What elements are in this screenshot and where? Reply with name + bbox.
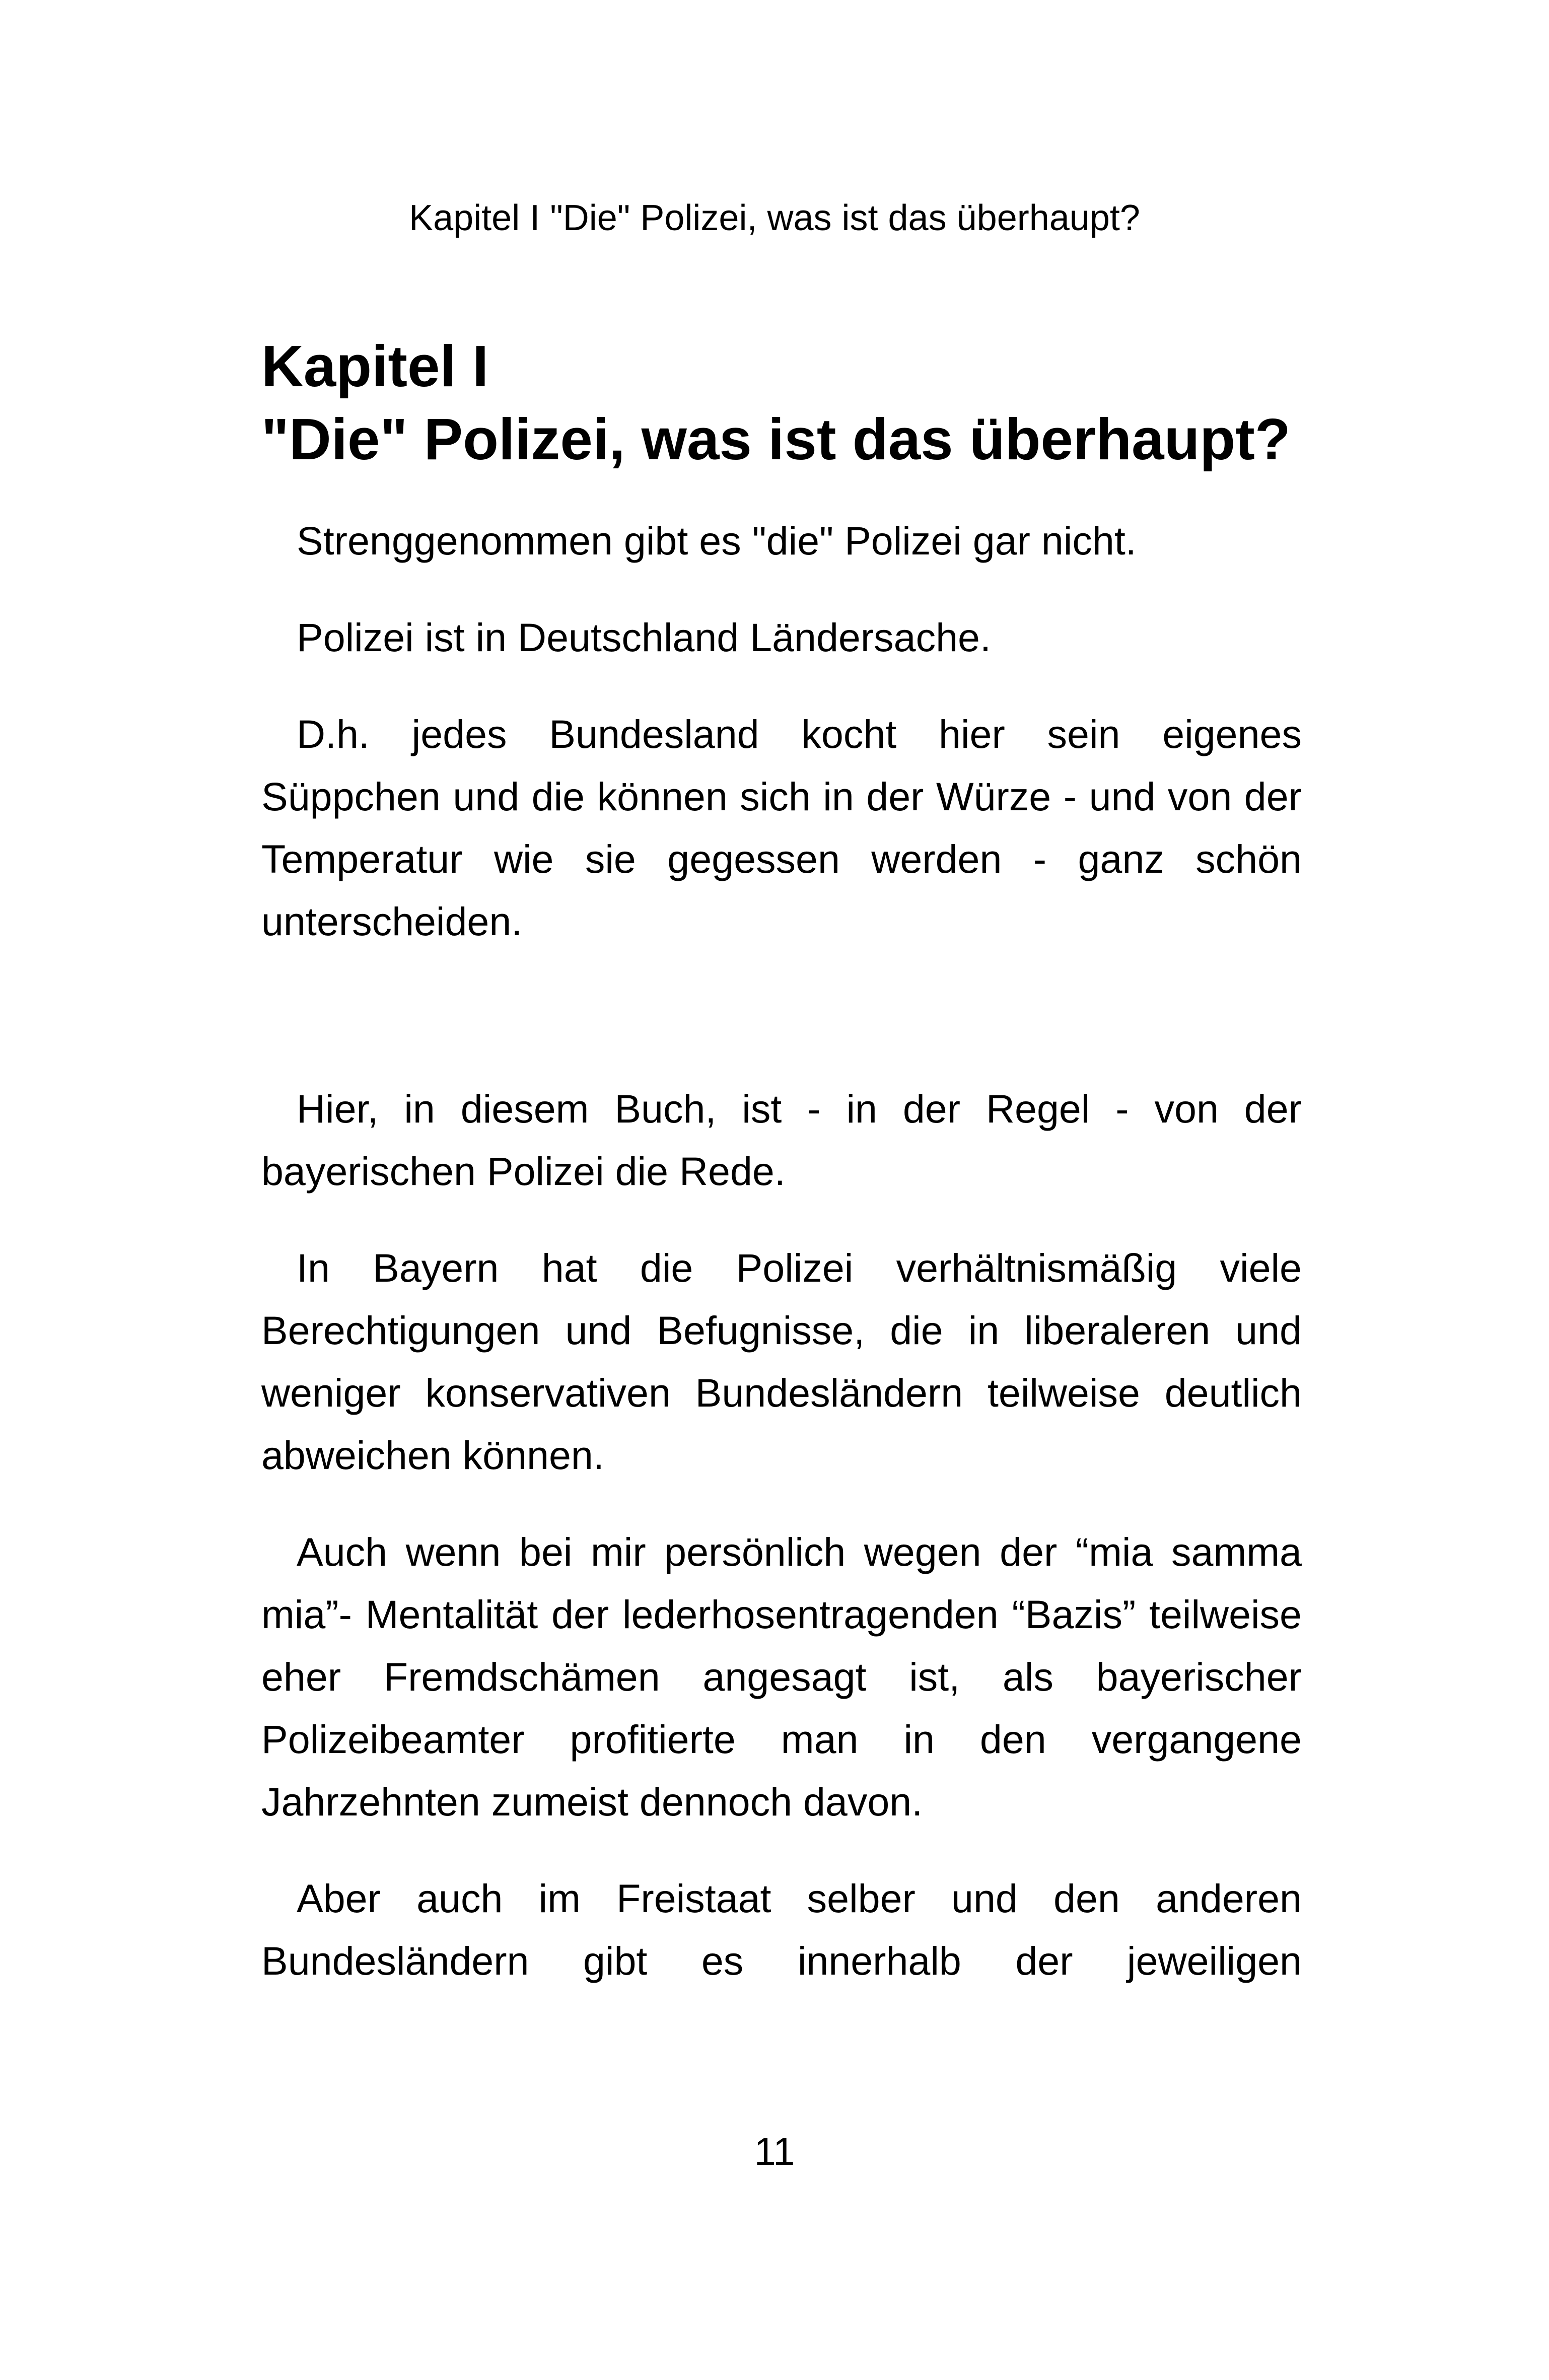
paragraph-6: Auch wenn bei mir persönlich wegen der “mia samma mia”- Mentalität der lederhosentragenden “Bazis” teilweise eher Fremdschämen angesagt ist, als bayerischer Polizeibeamter profitierte man in den vergangene Jahrzehnten zumeist dennoch davon. (261, 1529, 1302, 1824)
page-body (261, 330, 1302, 2026)
paragraph-4: Hier, in diesem Buch, ist - in der Regel - von der bayerischen Polizei die Rede. (261, 1086, 1302, 1194)
paragraph-5: In Bayern hat die Polizei verhältnismäßig viele Berechtigungen und Befugnisse, die in liberaleren und weniger konservativen Bundesländern teilweise deutlich abweichen können. (261, 1245, 1302, 1478)
paragraph-1: Strenggenommen gibt es "die" Polizei gar nicht. (297, 518, 1137, 563)
chapter-title-line-1: Kapitel I (261, 333, 489, 399)
chapter-title (261, 330, 1302, 476)
paragraph-3: D.h. jedes Bundesland kocht hier sein eigenes Süppchen und die können sich in der Würze - und von der Temperatur wie sie gegessen werden - ganz schön unterscheiden. (261, 712, 1302, 944)
chapter-title-line-2: "Die" Polizei, was ist das überhaupt? (261, 406, 1291, 472)
running-header: Kapitel I "Die" Polizei, was ist das überhaupt? (409, 198, 1140, 238)
page-number: 11 (754, 2129, 795, 2174)
paragraph-7: Aber auch im Freistaat selber und den anderen Bundesländern gibt es innerhalb der jeweiligen (261, 1876, 1302, 1983)
paragraph-2: Polizei ist in Deutschland Ländersache. (297, 615, 991, 660)
